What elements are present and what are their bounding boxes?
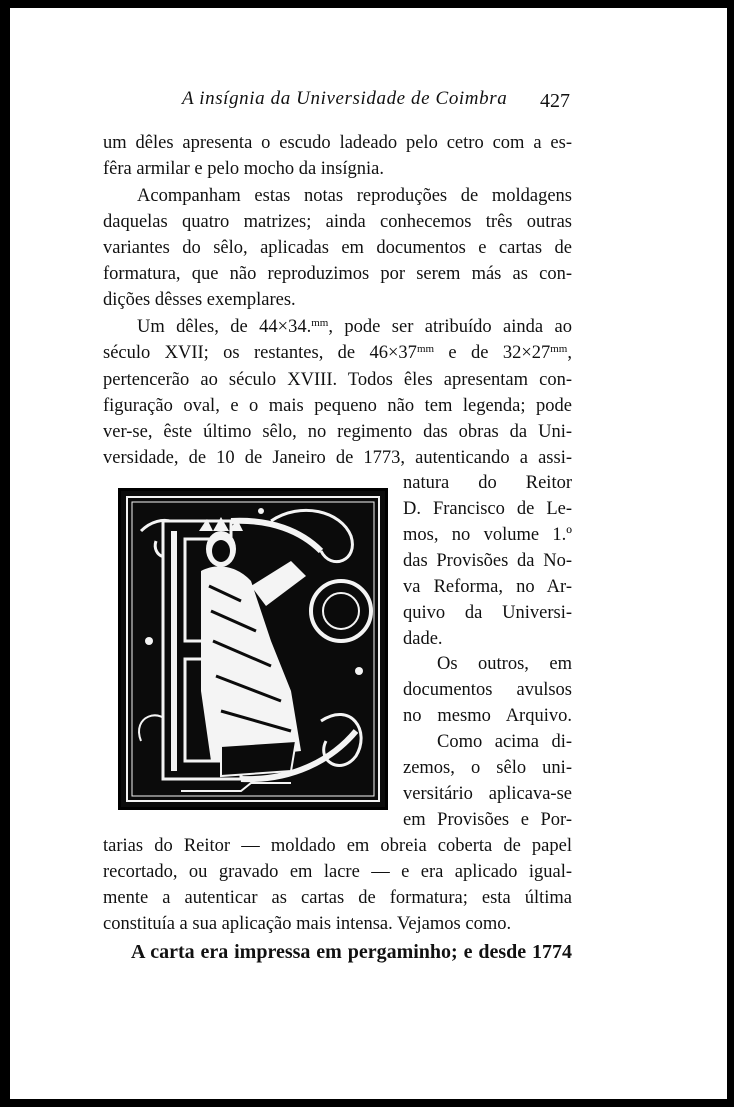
text-line: dições dêsses exemplares. (103, 290, 296, 310)
text-line: Os outros, em (437, 654, 572, 674)
text-line: mos, no volume 1.º (403, 525, 572, 545)
text-line: dade. (403, 629, 443, 649)
text-line: figuração oval, e o mais pequeno não tem legenda; pode (103, 396, 572, 416)
woodcut-illustration (121, 491, 385, 807)
text-line: quivo da Universi- (403, 603, 572, 623)
text-line: um dêles apresenta o escudo ladeado pelo cetro com a es- (103, 133, 572, 153)
text-line: Como acima di- (437, 732, 572, 752)
text-line: variantes do sêlo, aplicadas em documentos e cartas de (103, 238, 572, 258)
text-line: fêra armilar e pelo mocho da insígnia. (103, 159, 384, 179)
text-line: Acompanham estas notas reproduções de moldagens (137, 186, 572, 206)
text-line: século XVII; os restantes, de $46\times 37^{mm}$ e de $32\times 27^{mm}$, (103, 343, 572, 363)
text-line: ver-se, êste último sêlo, no regimento das obras da Uni- (103, 422, 572, 442)
text-line: pertencerão ao século XVIII. Todos êles apresentam con- (103, 370, 572, 390)
text-line: zemos, o sêlo uni- (403, 758, 572, 778)
text-line: Um dêles, de 44×34.$^{mm}$, pode ser atribuído ainda ao (137, 317, 572, 337)
text-line: mente a autenticar as cartas de formatura; esta última (103, 888, 572, 908)
page-header (100, 88, 572, 114)
text-line: tarias do Reitor — moldado em obreia coberta de papel (103, 836, 572, 856)
text-line: D. Francisco de Le- (403, 499, 572, 519)
text-line: documentos avulsos (403, 680, 572, 700)
text-line: versidade, de 10 de Janeiro de 1773, autenticando a assi- (103, 448, 572, 468)
text-line: daquelas quatro matrizes; ainda conhecemos três outras (103, 212, 572, 232)
text-line: recortado, ou gravado em lacre — e era aplicado igual- (103, 862, 572, 882)
text-line: constituía a sua aplicação mais intensa. Vejamos como. (103, 914, 512, 934)
text-line: va Reforma, no Ar- (403, 577, 572, 597)
woodcut-initial-e (118, 488, 388, 810)
text-line: versitário aplicava-se (403, 784, 572, 804)
running-title: A insígnia da Universidade de Coimbra (182, 88, 508, 109)
text-line: em Provisões e Por- (403, 810, 572, 830)
page-number: 427 (540, 90, 570, 112)
text-line: formatura, que não reproduzimos por serem más as con- (103, 264, 572, 284)
text-line: no mesmo Arquivo. (403, 706, 572, 726)
text-line: das Provisões da No- (403, 551, 572, 571)
text-line: natura do Reitor (403, 473, 572, 493)
text-line: A carta era impressa em pergaminho; e desde 1774 (131, 941, 572, 963)
